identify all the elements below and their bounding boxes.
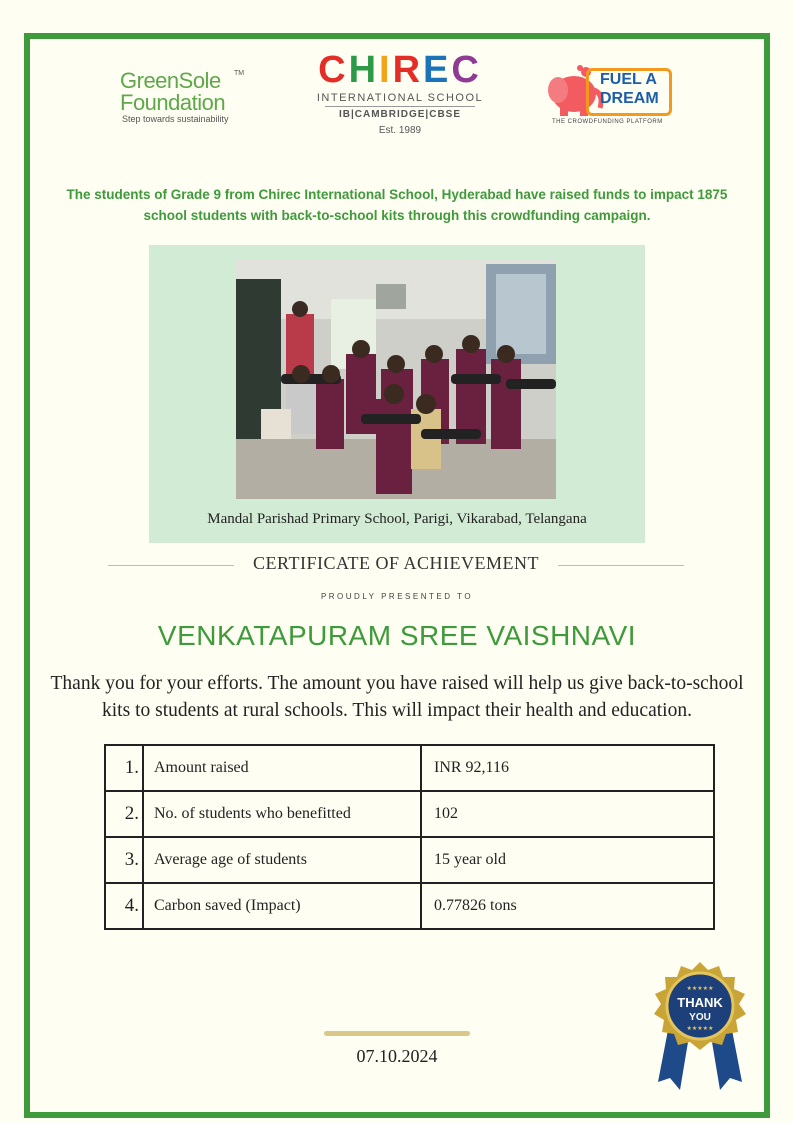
thank-you-message: Thank you for your efforts. The amount you have raised will help us give back-to-school kits to students at rural schools. This will impact their health and education. bbox=[50, 673, 744, 721]
row-value: INR 92,116 bbox=[421, 745, 714, 791]
recipient-name: VENKATAPURAM SREE VAISHNAVI bbox=[157, 620, 637, 651]
school-photo bbox=[236, 259, 556, 499]
title-rule-left bbox=[108, 565, 234, 566]
badge-line2: YOU bbox=[689, 1012, 711, 1023]
greensole-logo bbox=[120, 68, 255, 128]
fuel-a-dream-name: FUEL A DREAM bbox=[600, 71, 659, 107]
date-underline bbox=[324, 1031, 470, 1036]
table-row bbox=[105, 883, 714, 929]
award-ribbon-icon bbox=[640, 960, 760, 1095]
row-number: 4. bbox=[105, 883, 143, 929]
greensole-logo-tagline: Step towards sustainability bbox=[122, 114, 229, 124]
impact-table bbox=[104, 744, 715, 930]
chirec-letter: C bbox=[451, 49, 482, 91]
chirec-letter: R bbox=[392, 49, 424, 91]
chirec-logo-subtitle: INTERNATIONAL SCHOOL bbox=[316, 92, 484, 104]
row-label: Carbon saved (Impact) bbox=[143, 883, 421, 929]
fuel-a-dream-tagline: THE CROWDFUNDING PLATFORM bbox=[552, 119, 663, 125]
row-number: 1. bbox=[105, 745, 143, 791]
chirec-letter: H bbox=[348, 49, 380, 91]
chirec-letter: I bbox=[379, 49, 393, 91]
row-number: 3. bbox=[105, 837, 143, 883]
table-row bbox=[105, 791, 714, 837]
row-label: Average age of students bbox=[143, 837, 421, 883]
photo-caption: Mandal Parishad Primary School, Parigi, Vikarabad, Telangana bbox=[207, 511, 587, 527]
certificate-date: 07.10.2024 bbox=[356, 1046, 438, 1066]
chirec-logo-boards: IB|CAMBRIDGE|CBSE bbox=[338, 109, 462, 120]
table-row bbox=[105, 745, 714, 791]
greensole-logo-tm: TM bbox=[234, 70, 245, 77]
students-photo-image bbox=[236, 259, 556, 499]
chirec-logo bbox=[310, 50, 490, 145]
badge-stars-bottom: ★★★★★ bbox=[686, 1025, 714, 1032]
presented-to-label: PROUDLY PRESENTED TO bbox=[320, 592, 474, 601]
chirec-letter: E bbox=[423, 49, 452, 91]
badge-line1: THANK bbox=[677, 995, 723, 1010]
row-label: No. of students who benefitted bbox=[143, 791, 421, 837]
thank-you-badge bbox=[640, 960, 760, 1095]
chirec-logo-divider bbox=[325, 106, 475, 107]
photo-panel bbox=[149, 245, 645, 543]
row-value: 15 year old bbox=[421, 837, 714, 883]
row-value: 102 bbox=[421, 791, 714, 837]
greensole-logo-line1: GreenSole bbox=[120, 68, 221, 93]
row-number: 2. bbox=[105, 791, 143, 837]
chirec-letter: C bbox=[318, 49, 349, 91]
row-value: 0.77826 tons bbox=[421, 883, 714, 929]
chirec-logo-established: Est. 1989 bbox=[378, 125, 422, 136]
chirec-logo-word bbox=[310, 50, 490, 90]
title-rule-right bbox=[558, 565, 684, 566]
certificate-title: CERTIFICATE OF ACHIEVEMENT bbox=[253, 553, 539, 573]
row-label: Amount raised bbox=[143, 745, 421, 791]
intro-text: The students of Grade 9 from Chirec International School, Hyderabad have raised funds to impact 1875 school students with back-to-school kits through this crowdfunding campaign. bbox=[66, 187, 728, 223]
table-row bbox=[105, 837, 714, 883]
fuel-a-dream-logo bbox=[544, 64, 676, 130]
badge-stars-top: ★★★★★ bbox=[686, 985, 714, 992]
greensole-logo-line2: Foundation bbox=[120, 90, 226, 115]
